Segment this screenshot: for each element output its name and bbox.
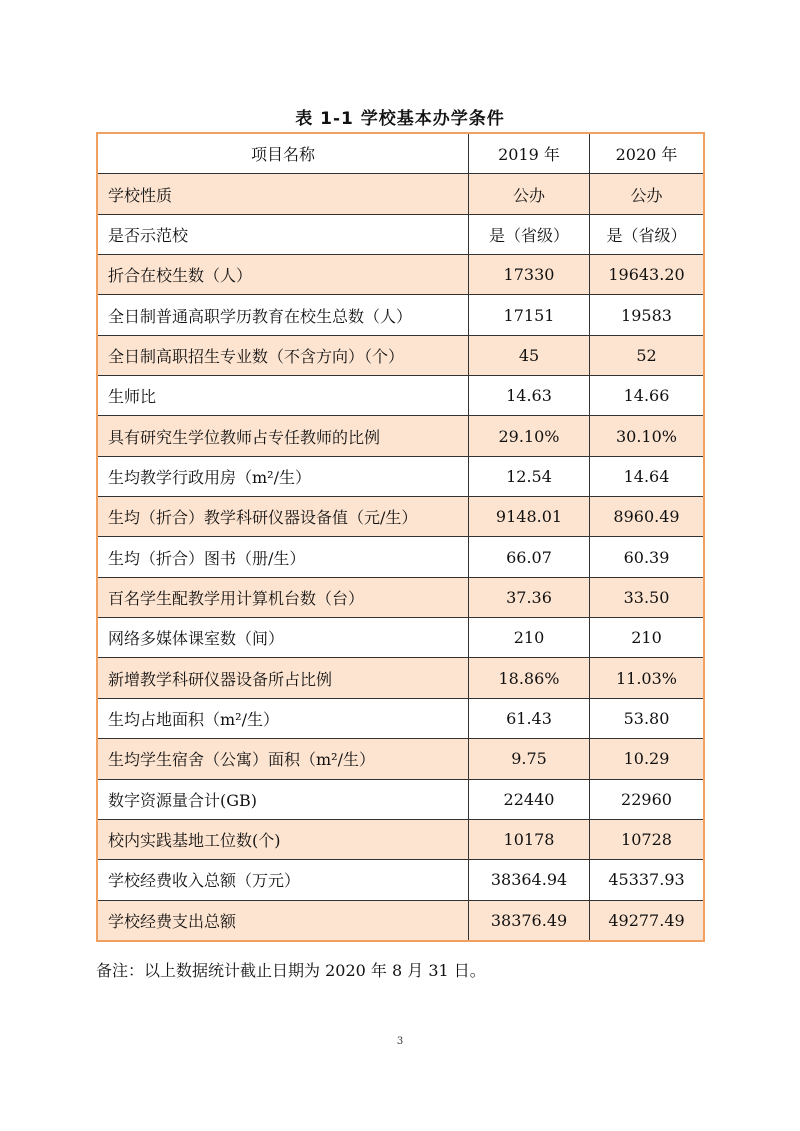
row-value-2020: 60.39 (623, 547, 670, 567)
row-value-2019: 9.75 (469, 739, 590, 778)
table-row (98, 214, 703, 254)
table-row (98, 335, 703, 375)
table-row (98, 577, 703, 617)
row-name: 是否示范校 (98, 215, 469, 254)
header-year-2020: 2020 年 (615, 145, 678, 165)
row-name: 生均（折合）教学科研仪器设备值（元/生） (98, 497, 469, 536)
row-value-2019: 17151 (469, 295, 590, 334)
row-name: 学校性质 (98, 174, 469, 213)
table-row (98, 496, 703, 536)
table-row (98, 254, 703, 294)
row-name: 学校经费收入总额（万元） (98, 860, 469, 899)
table-row (98, 900, 703, 940)
row-value-2020: 公办 (630, 185, 663, 205)
table-row (98, 617, 703, 657)
table-row (98, 859, 703, 899)
table-row (98, 536, 703, 576)
school-conditions-table (96, 132, 705, 942)
row-value-2019: 38376.49 (469, 901, 590, 940)
row-name: 全日制高职招生专业数（不含方向）（个） (98, 336, 469, 375)
row-name: 折合在校生数（人） (98, 255, 469, 294)
row-value-2020: 10728 (621, 830, 672, 850)
row-value-2019: 12.54 (469, 457, 590, 496)
table-footnote: 备注：以上数据统计截止日期为 2020 年 8 月 31 日。 (96, 961, 486, 980)
row-name: 生均（折合）图书（册/生） (98, 537, 469, 576)
row-name: 数字资源量合计(GB) (98, 780, 469, 819)
table-title: 表 1-1 学校基本办学条件 (295, 109, 505, 129)
row-value-2020: 14.64 (623, 466, 670, 486)
row-value-2020: 19583 (621, 305, 672, 325)
row-value-2019: 公办 (469, 174, 590, 213)
row-name: 生均占地面积（m²/生） (98, 699, 469, 738)
table-row (98, 456, 703, 496)
row-value-2019: 61.43 (469, 699, 590, 738)
row-value-2019: 66.07 (469, 537, 590, 576)
row-value-2020: 19643.20 (608, 265, 685, 285)
row-value-2020: 11.03% (615, 668, 677, 688)
row-value-2020: 53.80 (623, 708, 670, 728)
row-name: 校内实践基地工位数(个) (98, 820, 469, 859)
row-name: 生师比 (98, 376, 469, 415)
row-name: 生均教学行政用房（m²/生） (98, 457, 469, 496)
table-row (98, 294, 703, 334)
row-value-2019: 是（省级） (469, 215, 590, 254)
row-name: 具有研究生学位教师占专任教师的比例 (98, 416, 469, 455)
row-name: 网络多媒体课室数（间） (98, 618, 469, 657)
row-value-2020: 210 (631, 628, 662, 648)
row-name: 新增教学科研仪器设备所占比例 (98, 658, 469, 697)
table-row (98, 375, 703, 415)
page-number: 3 (396, 1036, 404, 1047)
row-value-2019: 37.36 (469, 578, 590, 617)
row-value-2019: 45 (469, 336, 590, 375)
table-row (98, 698, 703, 738)
row-value-2020: 8960.49 (613, 507, 680, 527)
row-value-2020: 14.66 (623, 386, 670, 406)
row-name: 学校经费支出总额 (98, 901, 469, 940)
row-name: 全日制普通高职学历教育在校生总数（人） (98, 295, 469, 334)
row-value-2020: 10.29 (623, 749, 670, 769)
table-row (98, 779, 703, 819)
row-value-2020: 是（省级） (606, 225, 687, 245)
row-name: 百名学生配教学用计算机台数（台） (98, 578, 469, 617)
table-header-row (98, 134, 703, 173)
table-row (98, 415, 703, 455)
table-row (98, 819, 703, 859)
row-value-2019: 22440 (469, 780, 590, 819)
row-value-2020: 45337.93 (608, 870, 685, 890)
row-value-2020: 30.10% (615, 426, 677, 446)
row-value-2019: 17330 (469, 255, 590, 294)
table-row (98, 173, 703, 213)
row-value-2019: 29.10% (469, 416, 590, 455)
row-value-2019: 38364.94 (469, 860, 590, 899)
header-item-name: 项目名称 (98, 134, 469, 173)
row-value-2019: 210 (469, 618, 590, 657)
row-value-2019: 18.86% (469, 658, 590, 697)
row-value-2020: 49277.49 (608, 910, 685, 930)
row-name: 生均学生宿舍（公寓）面积（m²/生） (98, 739, 469, 778)
row-value-2019: 14.63 (469, 376, 590, 415)
table-row (98, 657, 703, 697)
row-value-2020: 22960 (621, 789, 672, 809)
row-value-2019: 10178 (469, 820, 590, 859)
header-year-2019: 2019 年 (469, 134, 590, 173)
row-value-2019: 9148.01 (469, 497, 590, 536)
row-value-2020: 33.50 (623, 587, 670, 607)
row-value-2020: 52 (636, 345, 657, 365)
table-row (98, 738, 703, 778)
